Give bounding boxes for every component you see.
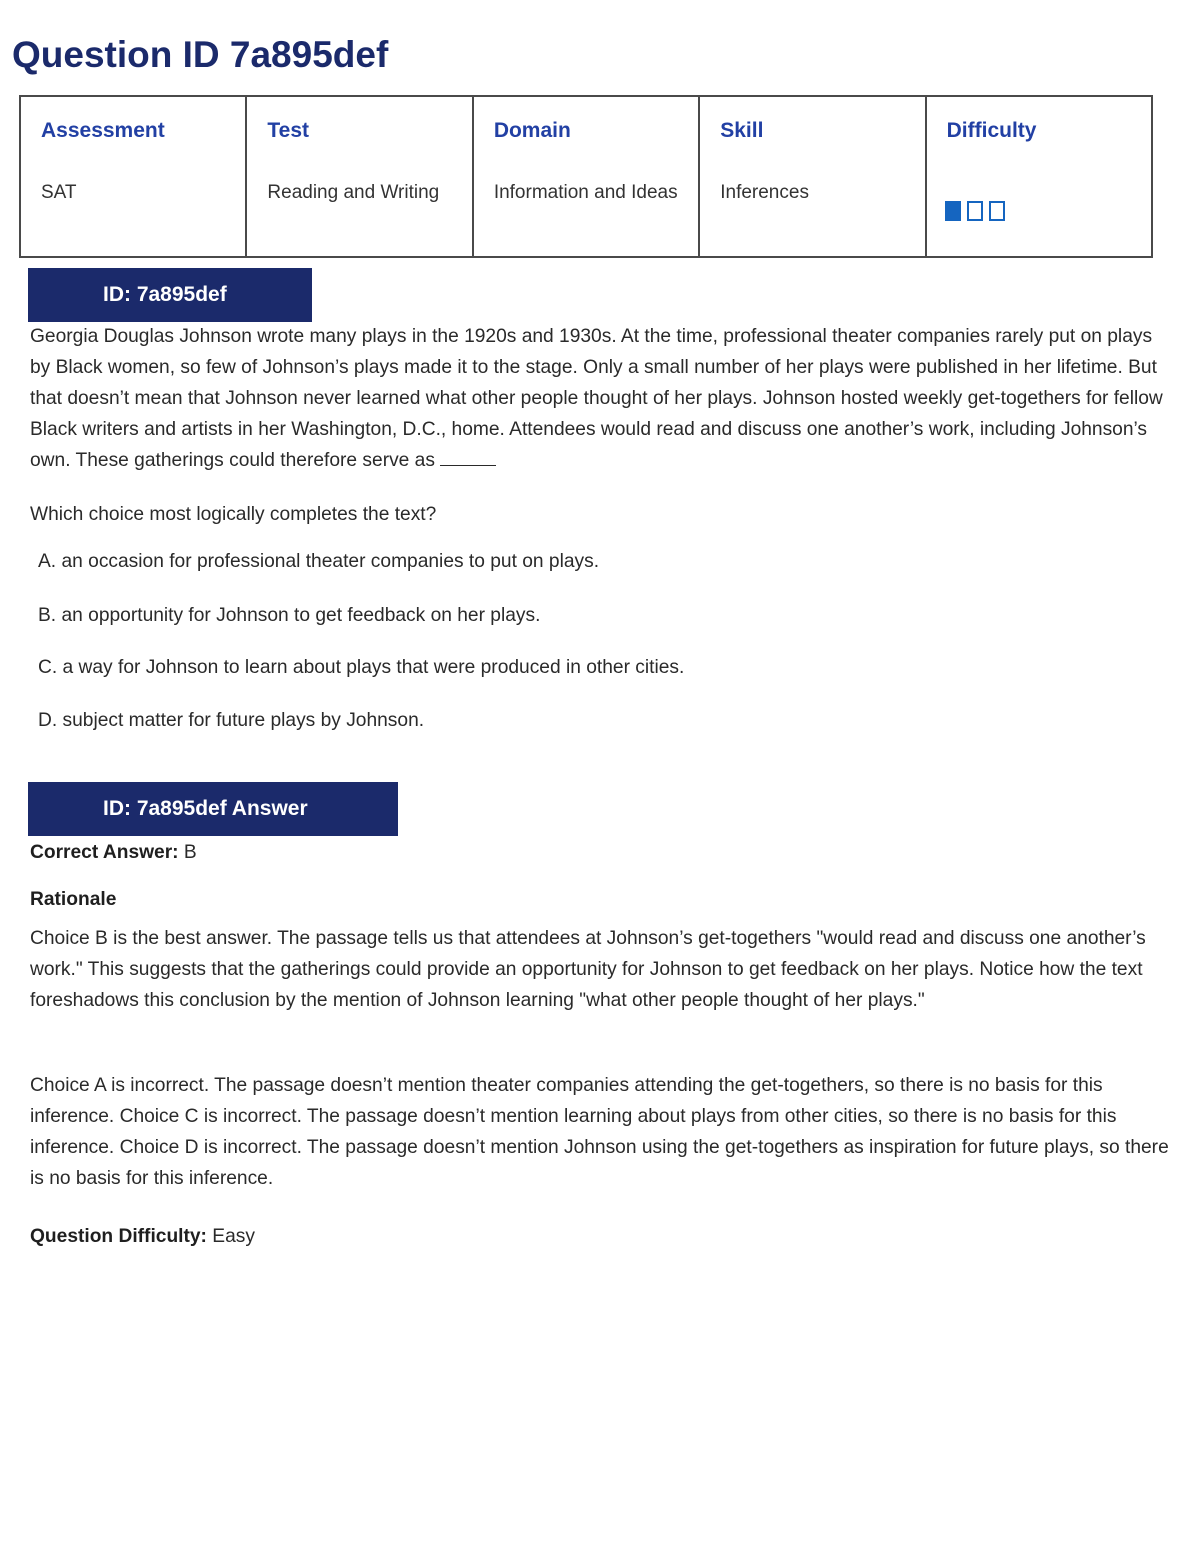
choice-a [38,551,599,573]
choice-text: subject matter for future plays by Johnson. [62,710,425,731]
question-metadata-table [19,95,1153,258]
passage-text [30,321,1175,476]
correct-answer-value: B [183,842,197,863]
difficulty-box-empty [967,201,983,221]
meta-label-skill: Skill [720,119,764,142]
question-difficulty-label: Question Difficulty: [30,1226,207,1247]
rationale-paragraph-2: Choice A is incorrect. The passage doesn’t mention theater companies attending the get-togethers, so there is no basis for this inference. Choice C is incorrect. The passage doesn’t mention learning about plays from other cities, so there is no basis for this inference. Choice D is incorrect. The passage doesn’t mention Johnson using the get-togethers as inspiration for future plays, so there is no basis for this inference. [30,1075,1169,1189]
choice-letter: C. [38,657,58,678]
meta-cell-domain [474,97,700,256]
meta-label-assessment: Assessment [41,119,165,142]
meta-label-difficulty: Difficulty [946,119,1037,142]
choice-d [38,710,424,732]
passage-body: Georgia Douglas Johnson wrote many plays in the 1920s and 1930s. At the time, professional theater companies rarely put on plays by Black women, so few of Johnson’s plays made it to the stage. Only a small number of her plays were published in her lifetime. But that doesn’t mean that Johnson never learned what other people thought of her plays. Johnson hosted weekly get-togethers for fellow Black writers and artists in her Washington, D.C., home. Attendees would read and discuss one another’s work, including Johnson’s own. These gatherings could therefore serve as [30,326,1163,471]
difficulty-box-empty [989,201,1005,221]
page-title: Question ID 7a895def [12,34,389,75]
question-stem: Which choice most logically completes the text? [30,504,437,525]
meta-value-domain: Information and Ideas [493,182,678,203]
answer-id-banner: ID: 7a895def Answer [28,782,398,836]
correct-answer [30,842,197,864]
correct-answer-label: Correct Answer: [30,842,179,863]
choice-text: an occasion for professional theater companies to put on plays. [61,551,600,572]
meta-value-skill: Inferences [720,182,809,203]
choice-b [38,605,540,627]
blank-line [440,447,496,466]
meta-cell-skill [700,97,926,256]
meta-label-test: Test [267,119,310,142]
choice-c [38,657,684,679]
meta-value-test: Reading and Writing [267,182,440,203]
choice-letter: A. [38,551,57,572]
meta-value-assessment: SAT [41,182,77,203]
rationale-heading [30,889,116,911]
question-difficulty [30,1226,255,1248]
choice-letter: D. [38,710,58,731]
meta-cell-difficulty [927,97,1151,256]
question-difficulty-value: Easy [212,1226,255,1247]
question-id-banner: ID: 7a895def [28,268,312,322]
meta-cell-test [247,97,473,256]
choice-letter: B. [38,605,57,626]
meta-label-domain: Domain [493,119,571,142]
choice-text: a way for Johnson to learn about plays that were produced in other cities. [62,657,685,678]
rationale-paragraph-1: Choice B is the best answer. The passage tells us that attendees at Johnson’s get-togethers "would read and discuss one another’s work." This suggests that the gatherings could provide an opportunity for Johnson to get feedback on her plays. Notice how the text foreshadows this conclusion by the mention of Johnson learning "what other people thought of her plays." [30,928,1146,1011]
difficulty-box-filled [945,201,961,221]
rationale-heading-text: Rationale [30,889,117,910]
difficulty-meter [945,201,1005,221]
meta-cell-assessment [21,97,247,256]
choice-text: an opportunity for Johnson to get feedback on her plays. [61,605,541,626]
